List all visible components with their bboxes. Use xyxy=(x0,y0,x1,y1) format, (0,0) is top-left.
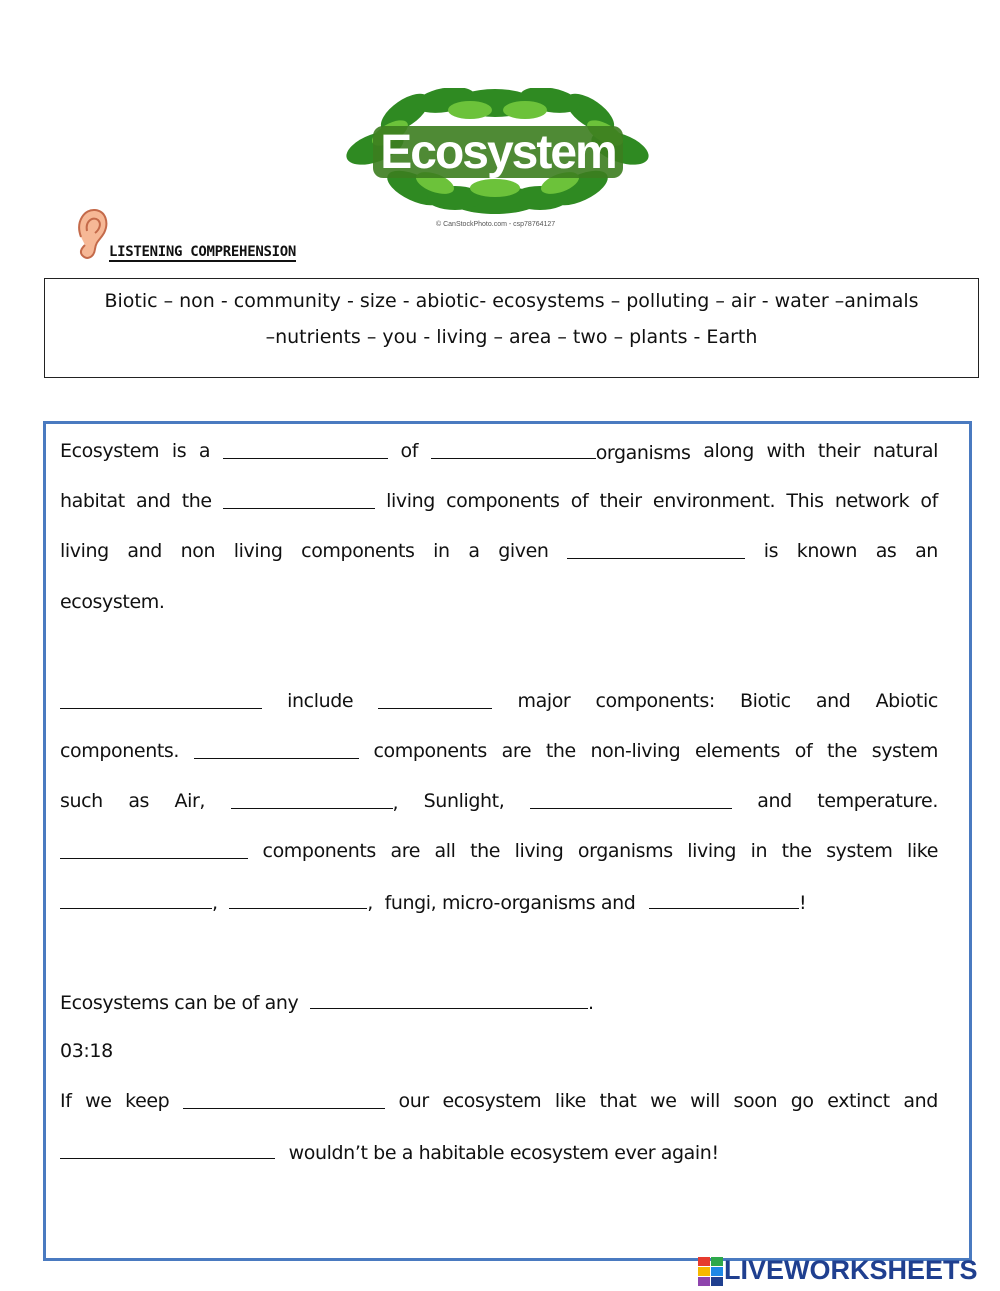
text: ecosystem xyxy=(442,1090,542,1112)
text: of xyxy=(920,490,938,512)
text: Biotic xyxy=(740,690,791,712)
text: living xyxy=(233,540,283,562)
text: and xyxy=(815,690,851,712)
text: and xyxy=(903,1090,938,1112)
blank-field[interactable] xyxy=(378,690,492,709)
text: known xyxy=(796,540,858,562)
blank-field[interactable] xyxy=(183,1090,385,1109)
blank-field[interactable] xyxy=(223,490,375,509)
word-bank-line-1: Biotic – non - community - size - abiotic- ecosystems – polluting – air - water –animals xyxy=(104,290,919,312)
exercise-line-12 xyxy=(60,1140,938,1164)
text: their xyxy=(599,490,642,512)
blank-field[interactable] xyxy=(530,790,732,809)
text: the xyxy=(827,740,857,762)
text: components xyxy=(301,540,415,562)
text: in xyxy=(433,540,450,562)
text: given xyxy=(498,540,549,562)
text: is xyxy=(763,540,779,562)
text: and xyxy=(135,490,171,512)
text: living xyxy=(514,840,564,862)
blank-field[interactable] xyxy=(567,540,745,559)
text: If xyxy=(60,1090,72,1112)
text: major xyxy=(517,690,571,712)
text: like xyxy=(554,1090,586,1112)
text: a xyxy=(468,540,480,562)
text: an xyxy=(915,540,938,562)
text: in xyxy=(750,840,768,862)
ear-icon xyxy=(73,207,109,263)
text: living xyxy=(386,490,435,512)
text: temperature. xyxy=(817,790,938,812)
exercise-line-4 xyxy=(60,591,938,613)
exercise-line-1 xyxy=(60,440,938,464)
text: network xyxy=(834,490,910,512)
text: a xyxy=(198,440,211,462)
text: components xyxy=(446,490,560,512)
text: living xyxy=(60,540,109,562)
word-bank-line-2: –nutrients – you - living – area – two – plants - Earth xyxy=(265,326,758,348)
text: environment. xyxy=(652,490,776,512)
text: extinct xyxy=(827,1090,890,1112)
section-label: LISTENING COMPREHENSION xyxy=(109,244,296,260)
word-bank xyxy=(44,278,979,378)
text: ecosystem. xyxy=(60,591,165,613)
blank-field[interactable] xyxy=(431,440,596,459)
text: Air, xyxy=(174,790,206,812)
text: as xyxy=(875,540,897,562)
liveworksheets-brand: LIVEWORKSHEETS xyxy=(724,1255,978,1285)
text: components xyxy=(373,740,487,762)
blank-field[interactable] xyxy=(649,890,799,909)
text: along xyxy=(703,440,754,462)
text: components. xyxy=(60,740,180,762)
text: components xyxy=(262,840,376,862)
blank-field[interactable] xyxy=(194,740,359,759)
timestamp: 03:18 xyxy=(60,1040,113,1062)
text: Ecosystems can be of any xyxy=(60,992,299,1014)
text: non-living xyxy=(590,740,681,762)
text: are xyxy=(501,740,532,762)
exercise-line-5 xyxy=(60,690,938,712)
text: the xyxy=(545,740,576,762)
text: fungi, micro-organisms and xyxy=(384,892,636,914)
text: . xyxy=(588,992,594,1014)
text: with xyxy=(766,440,806,462)
text: soon xyxy=(733,1090,778,1112)
blank-field[interactable] xyxy=(229,890,367,909)
text: non xyxy=(180,540,216,562)
exercise-line-9 xyxy=(60,890,938,914)
text: keep xyxy=(125,1090,170,1112)
text: their xyxy=(817,440,861,462)
text: organisms xyxy=(595,442,691,464)
text: Sunlight, xyxy=(423,790,505,812)
text: , xyxy=(392,792,399,814)
text: living xyxy=(687,840,737,862)
text: of xyxy=(400,440,419,462)
blank-field[interactable] xyxy=(60,840,248,859)
text: that xyxy=(599,1090,637,1112)
exercise-line-6 xyxy=(60,740,938,762)
logo-credit: © CanStockPhoto.com - csp78764127 xyxy=(436,221,556,228)
exercise-line-2 xyxy=(60,490,938,512)
text: and xyxy=(757,790,792,812)
exercise-line-11 xyxy=(60,1090,938,1112)
text: go xyxy=(790,1090,814,1112)
text: elements xyxy=(695,740,781,762)
text: components: xyxy=(595,690,715,712)
text: our xyxy=(398,1090,429,1112)
text: system xyxy=(826,840,893,862)
text: natural xyxy=(872,440,938,462)
text: are xyxy=(390,840,420,862)
text: habitat xyxy=(60,490,125,512)
text: Ecosystem xyxy=(60,440,160,462)
blank-field[interactable] xyxy=(223,440,388,459)
text: the xyxy=(181,490,212,512)
text: , xyxy=(367,892,373,914)
exercise-line-3 xyxy=(60,540,938,562)
blank-field[interactable] xyxy=(310,990,588,1009)
text: and xyxy=(127,540,162,562)
blank-field[interactable] xyxy=(231,790,393,809)
text: organisms xyxy=(577,840,673,862)
text: such xyxy=(60,790,103,812)
exercise-line-10 xyxy=(60,990,938,1014)
liveworksheets-logo-icon xyxy=(698,1255,724,1287)
text: we xyxy=(650,1090,677,1112)
text: is xyxy=(171,440,187,462)
text: This xyxy=(786,490,824,512)
text: of xyxy=(794,740,813,762)
logo-text: Ecosystem xyxy=(380,126,616,179)
text: the xyxy=(781,840,812,862)
text: will xyxy=(690,1090,720,1112)
text: of xyxy=(570,490,589,512)
blank-field[interactable] xyxy=(60,890,212,909)
text: system xyxy=(871,740,938,762)
exercise-line-8 xyxy=(60,840,938,862)
text: all xyxy=(434,840,456,862)
text: include xyxy=(287,690,354,712)
text: , xyxy=(212,892,218,914)
exercise-line-7 xyxy=(60,790,938,814)
text: as xyxy=(128,790,150,812)
text: we xyxy=(85,1090,112,1112)
text: ! xyxy=(799,892,807,914)
blank-field[interactable] xyxy=(60,690,262,709)
ecosystem-logo xyxy=(345,88,650,216)
text: like xyxy=(907,840,938,862)
text: Abiotic xyxy=(875,690,938,712)
text: the xyxy=(470,840,501,862)
text: wouldn’t be a habitable ecosystem ever again! xyxy=(288,1142,719,1164)
blank-field[interactable] xyxy=(60,1140,275,1159)
